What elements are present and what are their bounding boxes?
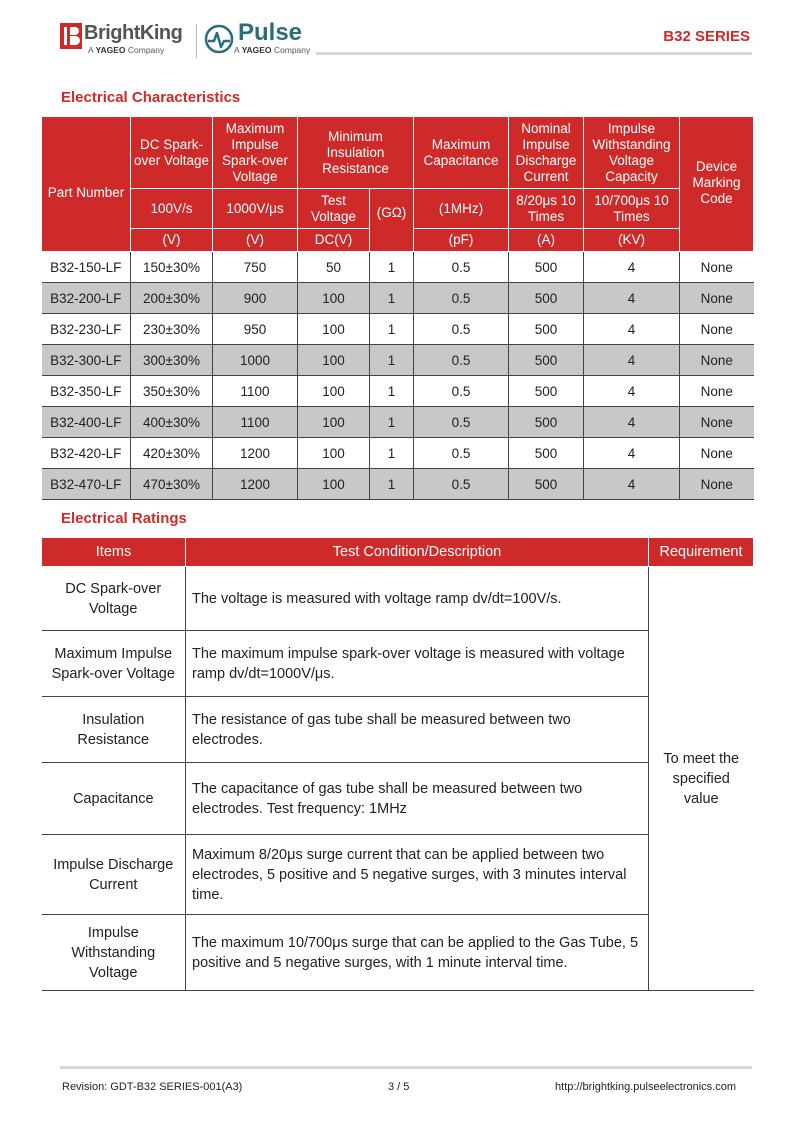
- cell-withstanding: 4: [584, 376, 680, 407]
- rating-item: Impulse Withstanding Voltage: [42, 915, 186, 991]
- cell-impulse: 1100: [213, 407, 298, 438]
- cell-impulse: 950: [213, 314, 298, 345]
- cell-capacitance: 0.5: [414, 314, 509, 345]
- cell-impulse: 1200: [213, 438, 298, 469]
- cond-dc: 100V/s: [131, 189, 213, 229]
- cell-part: B32-400-LF: [42, 407, 131, 438]
- cell-withstanding: 4: [584, 407, 680, 438]
- cell-dc: 420±30%: [131, 438, 213, 469]
- table-row: [42, 407, 754, 438]
- cell-current: 500: [509, 345, 584, 376]
- col-max-capacitance: Maximum Capacitance: [414, 117, 509, 189]
- cell-part: B32-200-LF: [42, 283, 131, 314]
- pulse-brand-name: Pulse: [238, 19, 303, 46]
- cell-dc: 350±30%: [131, 376, 213, 407]
- rating-description: The resistance of gas tube shall be measured between two electrodes.: [186, 697, 649, 763]
- cell-part: B32-470-LF: [42, 469, 131, 500]
- unit-withstanding: (KV): [584, 229, 680, 252]
- cell-impulse: 1200: [213, 469, 298, 500]
- unit-impulse: (V): [213, 229, 298, 252]
- cell-marking: None: [680, 283, 754, 314]
- col-device-marking: Device Marking Code: [680, 117, 754, 252]
- cell-dc: 400±30%: [131, 407, 213, 438]
- table-row: [42, 567, 754, 631]
- cell-withstanding: 4: [584, 469, 680, 500]
- table-row: [42, 763, 754, 835]
- cell-dc: 150±30%: [131, 252, 213, 283]
- unit-capacitance: (pF): [414, 229, 509, 252]
- page-number: 3 / 5: [388, 1081, 410, 1093]
- table-row: [42, 915, 754, 991]
- header-rule: [316, 52, 752, 55]
- cell-withstanding: 4: [584, 314, 680, 345]
- cell-resistance: 1: [370, 345, 414, 376]
- rating-item: DC Spark-over Voltage: [42, 567, 186, 631]
- pulse-tagline: A YAGEO Company: [234, 45, 311, 55]
- characteristics-title: Electrical Characteristics: [61, 89, 241, 106]
- cell-current: 500: [509, 314, 584, 345]
- cell-resistance: 1: [370, 407, 414, 438]
- cell-resistance: 1: [370, 283, 414, 314]
- unit-current: (A): [509, 229, 584, 252]
- table-row: [42, 314, 754, 345]
- rating-requirement: To meet the specified value: [649, 567, 754, 991]
- cell-dc: 200±30%: [131, 283, 213, 314]
- brightking-brand-name: BrightKing: [84, 22, 183, 44]
- cell-withstanding: 4: [584, 252, 680, 283]
- unit-dc: (V): [131, 229, 213, 252]
- table-row: [42, 631, 754, 697]
- cell-current: 500: [509, 283, 584, 314]
- logo-divider: [196, 24, 197, 58]
- brightking-logo-icon: [60, 23, 82, 49]
- cell-test-voltage: 100: [298, 376, 370, 407]
- cell-impulse: 750: [213, 252, 298, 283]
- cell-dc: 230±30%: [131, 314, 213, 345]
- cell-withstanding: 4: [584, 345, 680, 376]
- table-row: [42, 376, 754, 407]
- cell-resistance: 1: [370, 438, 414, 469]
- cell-resistance: 1: [370, 252, 414, 283]
- table-row: [42, 469, 754, 500]
- cell-marking: None: [680, 469, 754, 500]
- rating-description: The maximum 10/700μs surge that can be applied to the Gas Tube, 5 positive and 5 negative surges, with 1 minute interval time.: [186, 915, 649, 991]
- cond-capacitance: (1MHz): [414, 189, 509, 229]
- rating-description: The capacitance of gas tube shall be measured between two electrodes. Test frequency: 1MHz: [186, 763, 649, 835]
- cell-marking: None: [680, 376, 754, 407]
- table-row: [42, 835, 754, 915]
- rating-item: Impulse Discharge Current: [42, 835, 186, 915]
- table-row: [42, 697, 754, 763]
- brightking-tagline: A YAGEO Company: [88, 45, 165, 55]
- cell-capacitance: 0.5: [414, 252, 509, 283]
- cell-resistance: 1: [370, 314, 414, 345]
- rating-item: Capacitance: [42, 763, 186, 835]
- col-max-impulse: Maximum Impulse Spark-over Voltage: [213, 117, 298, 189]
- footer-rule: [60, 1066, 752, 1069]
- cell-impulse: 900: [213, 283, 298, 314]
- cell-capacitance: 0.5: [414, 407, 509, 438]
- cell-capacitance: 0.5: [414, 345, 509, 376]
- cell-capacitance: 0.5: [414, 376, 509, 407]
- ratings-table: [41, 537, 754, 991]
- revision-text: Revision: GDT-B32 SERIES-001(A3): [62, 1081, 243, 1093]
- cell-resistance: 1: [370, 469, 414, 500]
- cell-part: B32-230-LF: [42, 314, 131, 345]
- col-description: Test Condition/Description: [186, 538, 649, 567]
- rating-description: The voltage is measured with voltage ramp dv/dt=100V/s.: [186, 567, 649, 631]
- cell-test-voltage: 100: [298, 283, 370, 314]
- cell-dc: 470±30%: [131, 469, 213, 500]
- cell-marking: None: [680, 407, 754, 438]
- cell-current: 500: [509, 469, 584, 500]
- cell-marking: None: [680, 252, 754, 283]
- cell-test-voltage: 100: [298, 469, 370, 500]
- cell-part: B32-300-LF: [42, 345, 131, 376]
- table-row: [42, 283, 754, 314]
- cell-current: 500: [509, 438, 584, 469]
- website-link[interactable]: http://brightking.pulseelectronics.com: [555, 1081, 736, 1093]
- cell-capacitance: 0.5: [414, 283, 509, 314]
- table-row: [42, 345, 754, 376]
- col-impulse-withstanding: Impulse Withstanding Voltage Capacity: [584, 117, 680, 189]
- table-row: [42, 252, 754, 283]
- cell-test-voltage: 100: [298, 345, 370, 376]
- cond-nominal: 8/20μs 10 Times: [509, 189, 584, 229]
- col-min-insulation: Minimum Insulation Resistance: [298, 117, 414, 189]
- cond-withstanding: 10/700μs 10 Times: [584, 189, 680, 229]
- page-header: [60, 20, 752, 60]
- cell-dc: 300±30%: [131, 345, 213, 376]
- cell-resistance: 1: [370, 376, 414, 407]
- col-requirement: Requirement: [649, 538, 754, 567]
- cell-withstanding: 4: [584, 283, 680, 314]
- characteristics-table: [41, 116, 754, 500]
- cell-test-voltage: 100: [298, 407, 370, 438]
- col-part-number: Part Number: [42, 117, 131, 252]
- cond-impulse: 1000V/μs: [213, 189, 298, 229]
- cell-current: 500: [509, 376, 584, 407]
- cell-current: 500: [509, 252, 584, 283]
- cell-part: B32-420-LF: [42, 438, 131, 469]
- cell-test-voltage: 100: [298, 314, 370, 345]
- cell-test-voltage: 100: [298, 438, 370, 469]
- series-title: B32 SERIES: [663, 28, 750, 45]
- table-row: [42, 438, 754, 469]
- rating-item: Maximum Impulse Spark-over Voltage: [42, 631, 186, 697]
- cell-capacitance: 0.5: [414, 469, 509, 500]
- unit-test-voltage: DC(V): [298, 229, 370, 252]
- rating-description: Maximum 8/20μs surge current that can be applied between two electrodes, 5 positive and 5 negative surges, with 3 minutes interval time.: [186, 835, 649, 915]
- pulse-logo-icon: [204, 24, 234, 54]
- cell-part: B32-150-LF: [42, 252, 131, 283]
- ratings-title: Electrical Ratings: [61, 510, 187, 527]
- cell-current: 500: [509, 407, 584, 438]
- cell-marking: None: [680, 438, 754, 469]
- cond-test-voltage: Test Voltage: [298, 189, 370, 229]
- col-dc-spark-over: DC Spark-over Voltage: [131, 117, 213, 189]
- cell-impulse: 1100: [213, 376, 298, 407]
- cell-part: B32-350-LF: [42, 376, 131, 407]
- rating-item: Insulation Resistance: [42, 697, 186, 763]
- cell-test-voltage: 50: [298, 252, 370, 283]
- cell-marking: None: [680, 345, 754, 376]
- unit-resistance: (GΩ): [370, 189, 414, 252]
- cell-withstanding: 4: [584, 438, 680, 469]
- rating-description: The maximum impulse spark-over voltage is measured with voltage ramp dv/dt=1000V/μs.: [186, 631, 649, 697]
- col-items: Items: [42, 538, 186, 567]
- cell-marking: None: [680, 314, 754, 345]
- cell-impulse: 1000: [213, 345, 298, 376]
- col-nominal-impulse: Nominal Impulse Discharge Current: [509, 117, 584, 189]
- cell-capacitance: 0.5: [414, 438, 509, 469]
